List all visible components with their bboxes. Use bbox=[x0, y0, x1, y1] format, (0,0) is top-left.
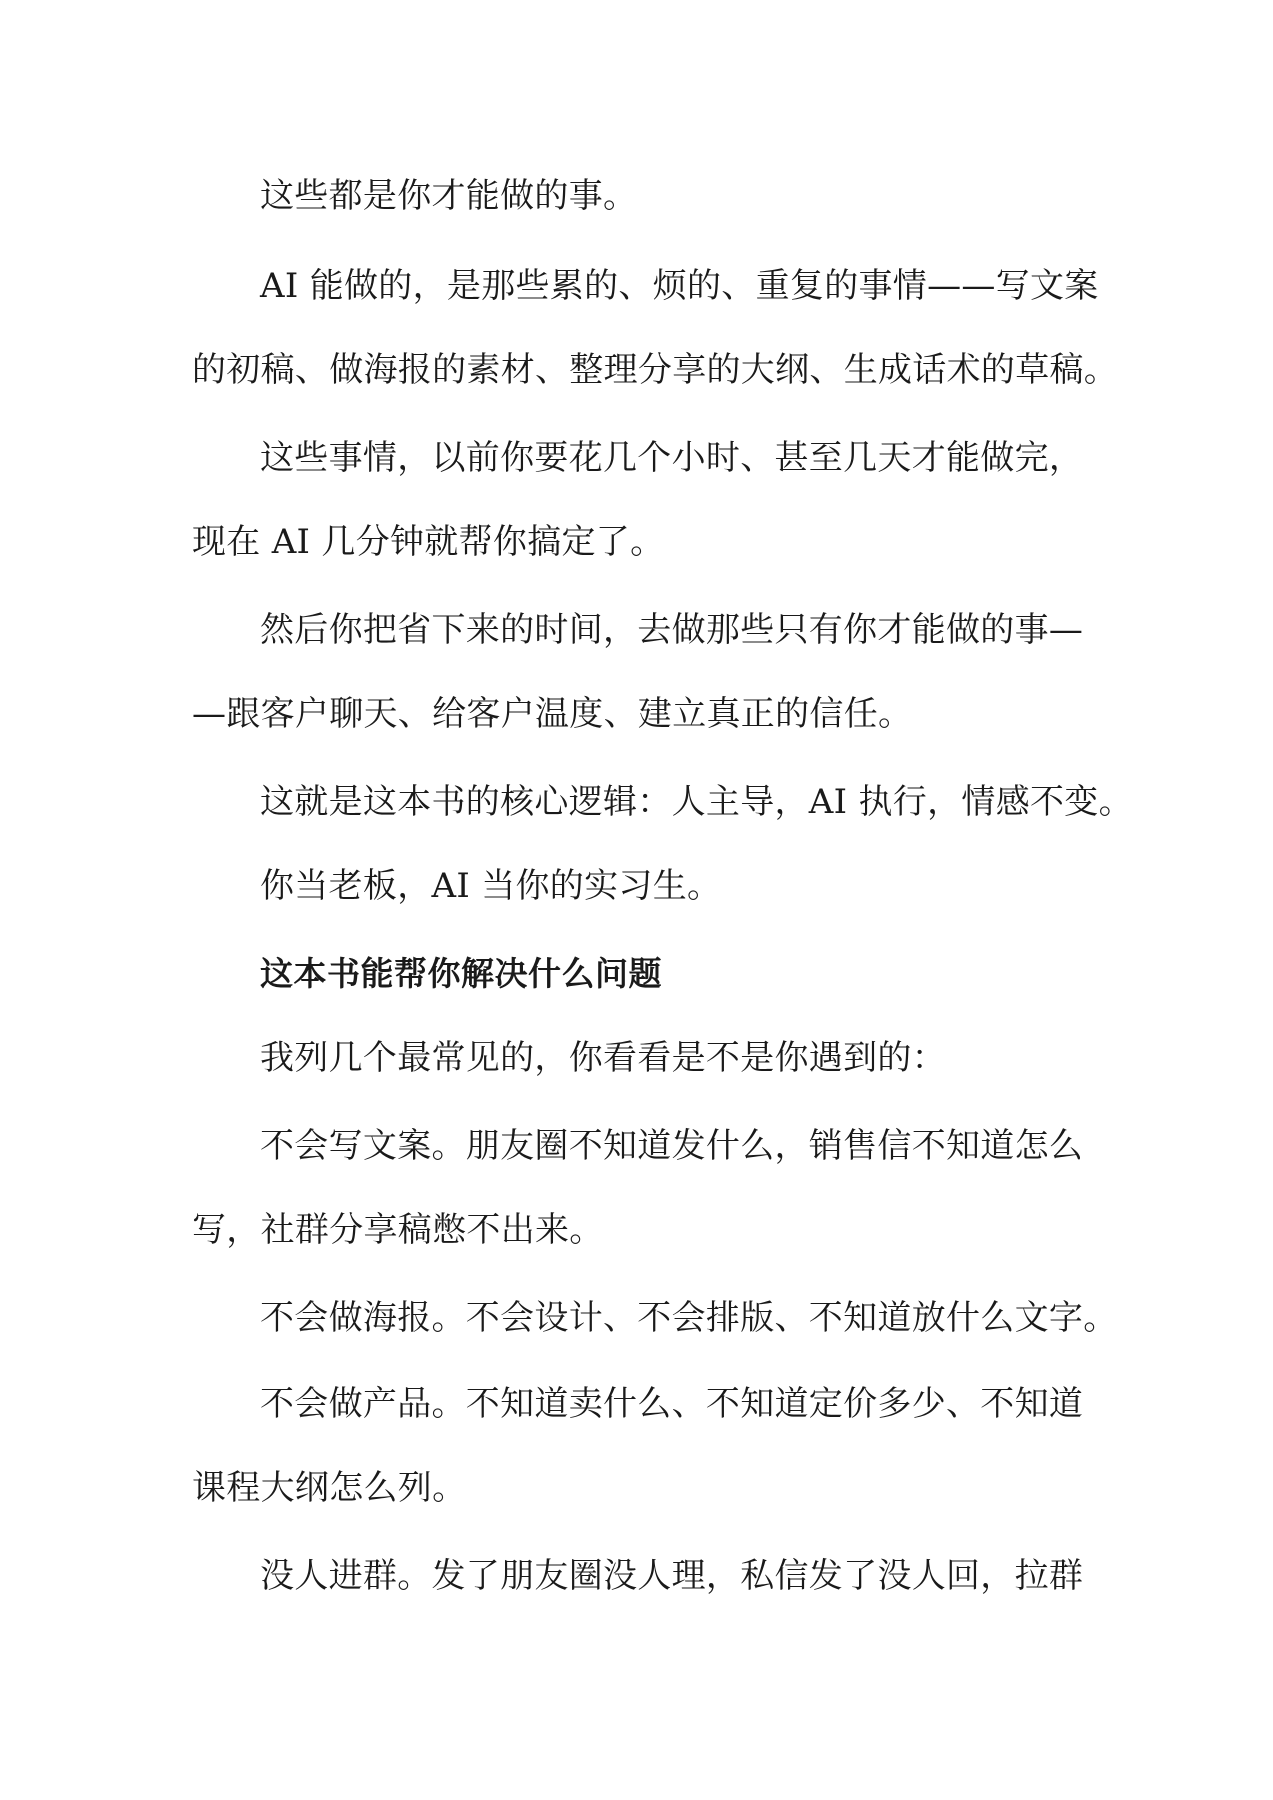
paragraph-line: 不会做产品。不知道卖什么、不知道定价多少、不知道 bbox=[260, 1384, 1084, 1424]
paragraph-line: 没人进群。发了朋友圈没人理，私信发了没人回，拉群 bbox=[260, 1556, 1084, 1596]
paragraph-line: 不会做海报。不会设计、不会排版、不知道放什么文字。 bbox=[260, 1298, 1118, 1338]
paragraph-line: 课程大纲怎么列。 bbox=[192, 1468, 467, 1508]
paragraph-line: 写，社群分享稿憋不出来。 bbox=[192, 1210, 604, 1250]
paragraph-line: 这些都是你才能做的事。 bbox=[260, 176, 638, 216]
paragraph-line: AI 能做的，是那些累的、烦的、重复的事情——写文案 bbox=[260, 266, 1099, 306]
paragraph-line: —跟客户聊天、给客户温度、建立真正的信任。 bbox=[192, 694, 913, 734]
paragraph-line: 然后你把省下来的时间，去做那些只有你才能做的事— bbox=[260, 610, 1084, 650]
paragraph-line: 不会写文案。朋友圈不知道发什么，销售信不知道怎么 bbox=[260, 1126, 1084, 1166]
paragraph-line: 现在 AI 几分钟就帮你搞定了。 bbox=[192, 522, 665, 562]
paragraph-line: 的初稿、做海报的素材、整理分享的大纲、生成话术的草稿。 bbox=[192, 350, 1119, 390]
section-heading: 这本书能帮你解决什么问题 bbox=[260, 954, 662, 993]
paragraph-line: 这些事情，以前你要花几个小时、甚至几天才能做完， bbox=[260, 438, 1084, 478]
paragraph-line: 这就是这本书的核心逻辑：人主导，AI 执行，情感不变。 bbox=[260, 782, 1133, 822]
paragraph-line: 我列几个最常见的，你看看是不是你遇到的： bbox=[260, 1038, 946, 1078]
paragraph-line: 你当老板，AI 当你的实习生。 bbox=[260, 866, 722, 906]
